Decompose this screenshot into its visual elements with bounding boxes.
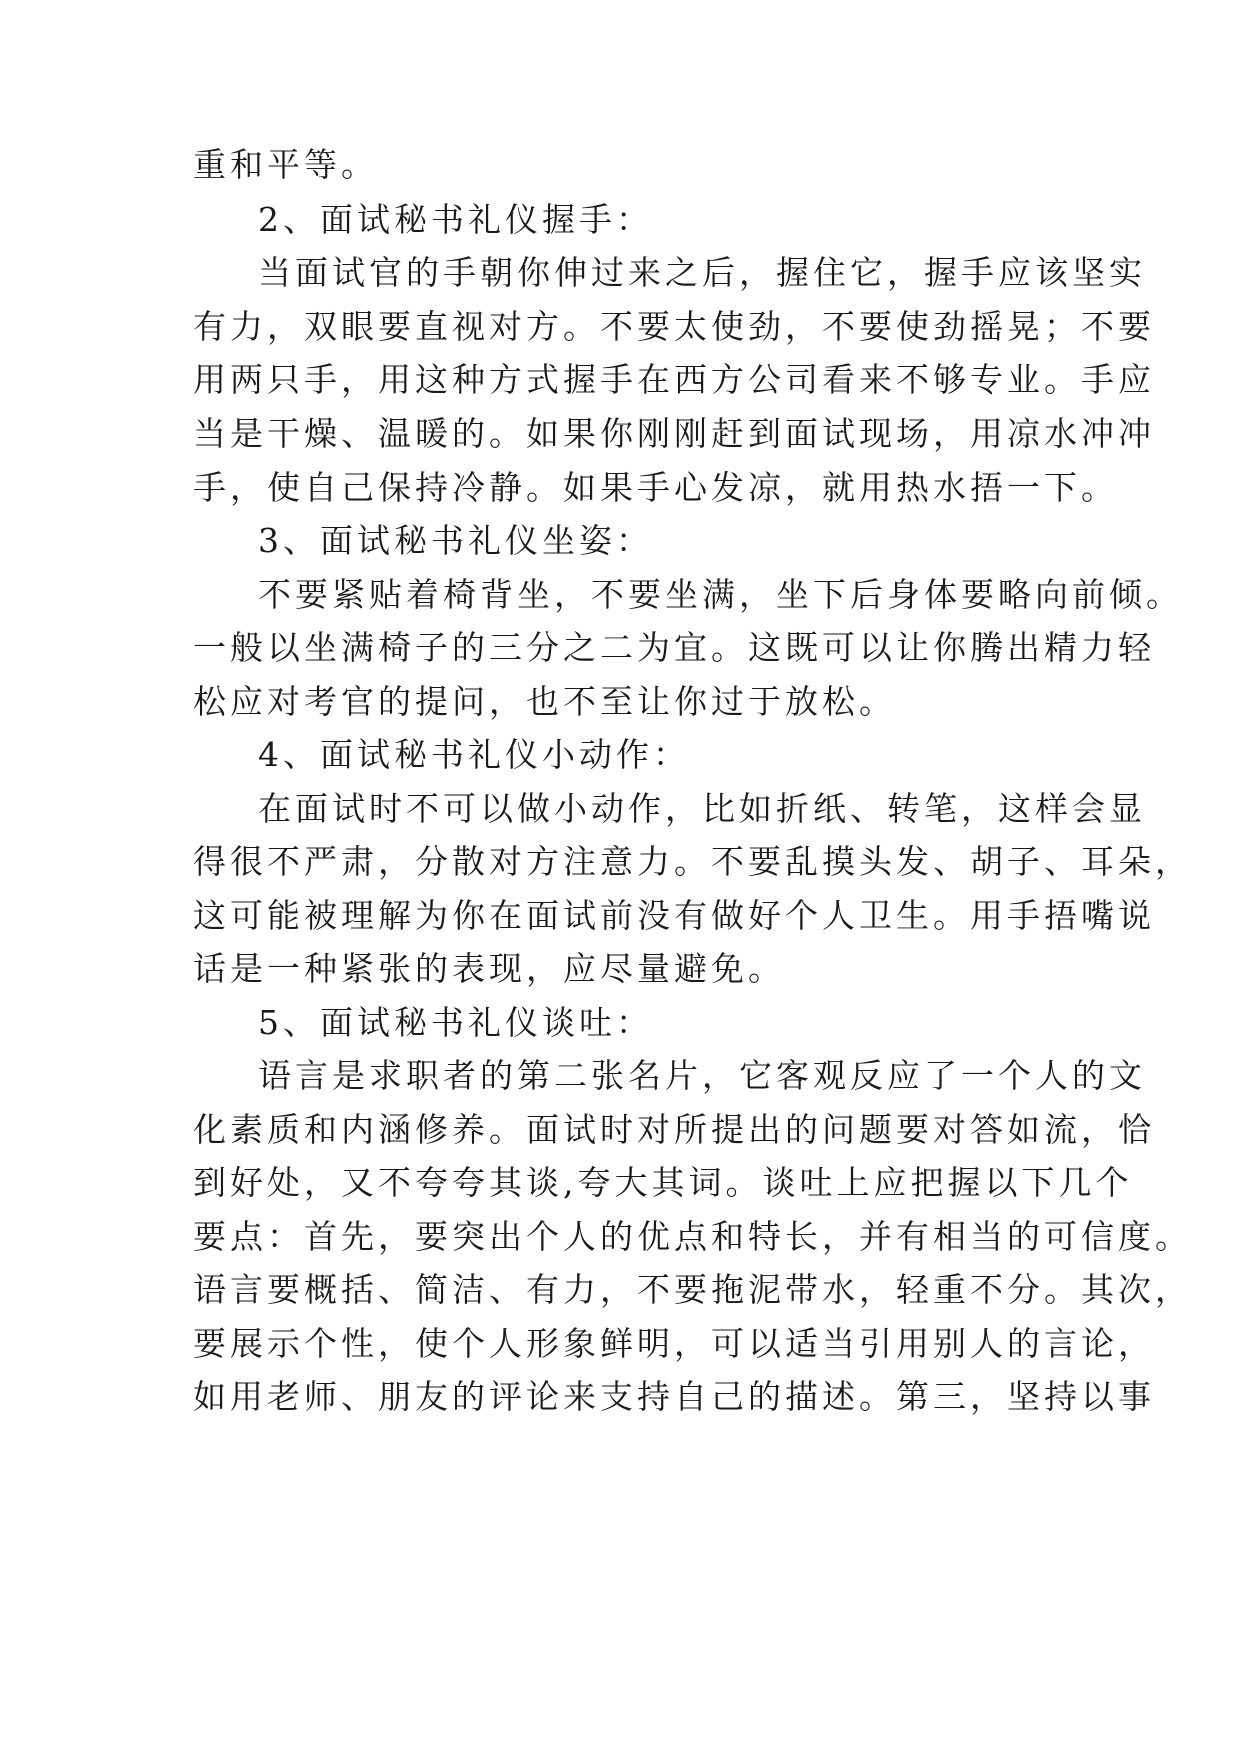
text-line: 化素质和内涵修养。面试时对所提出的问题要对答如流，恰 xyxy=(193,1110,1155,1149)
text-line: 要展示个性，使个人形象鲜明，可以适当引用别人的言论， xyxy=(193,1324,1155,1363)
text-line: 重和平等。 xyxy=(193,145,378,184)
text-line: 不要紧贴着椅背坐，不要坐满，坐下后身体要略向前倾。 xyxy=(258,575,1183,614)
text-line: 松应对考官的提问，也不至让你过于放松。 xyxy=(193,682,896,721)
text-line: 有力，双眼要直视对方。不要太使劲，不要使劲摇晃；不要 xyxy=(193,307,1155,346)
text-line: 语言要概括、简洁、有力，不要拖泥带水，轻重不分。其次， xyxy=(193,1270,1192,1309)
text-line: 语言是求职者的第二张名片，它客观反应了一个人的文 xyxy=(258,1056,1146,1095)
section-heading-handshake: 2、面试秘书礼仪握手： xyxy=(258,200,653,239)
text-line: 一般以坐满椅子的三分之二为宜。这既可以让你腾出精力轻 xyxy=(193,628,1155,667)
text-line: 当面试官的手朝你伸过来之后，握住它，握手应该坚实 xyxy=(258,253,1146,292)
text-line: 得很不严肃，分散对方注意力。不要乱摸头发、胡子、耳朵， xyxy=(193,842,1192,881)
text-line: 这可能被理解为你在面试前没有做好个人卫生。用手捂嘴说 xyxy=(193,896,1155,935)
text-line: 用两只手，用这种方式握手在西方公司看来不够专业。手应 xyxy=(193,360,1155,399)
text-line: 要点：首先，要突出个人的优点和特长，并有相当的可信度。 xyxy=(193,1217,1192,1256)
text-line: 手，使自己保持冷静。如果手心发凉，就用热水捂一下。 xyxy=(193,468,1118,507)
section-heading-posture: 3、面试秘书礼仪坐姿： xyxy=(258,521,653,560)
section-heading-gestures: 4、面试秘书礼仪小动作： xyxy=(258,735,690,774)
text-line: 在面试时不可以做小动作，比如折纸、转笔，这样会显 xyxy=(258,789,1146,828)
text-line: 当是干燥、温暖的。如果你刚刚赶到面试现场，用凉水冲冲 xyxy=(193,414,1155,453)
text-line: 话是一种紧张的表现，应尽量避免。 xyxy=(193,949,785,988)
section-heading-speech: 5、面试秘书礼仪谈吐： xyxy=(258,1003,653,1042)
text-line: 到好处，又不夸夸其谈,夸大其词。谈吐上应把握以下几个 xyxy=(193,1163,1133,1202)
text-line: 如用老师、朋友的评论来支持自己的描述。第三，坚持以事 xyxy=(193,1377,1155,1416)
